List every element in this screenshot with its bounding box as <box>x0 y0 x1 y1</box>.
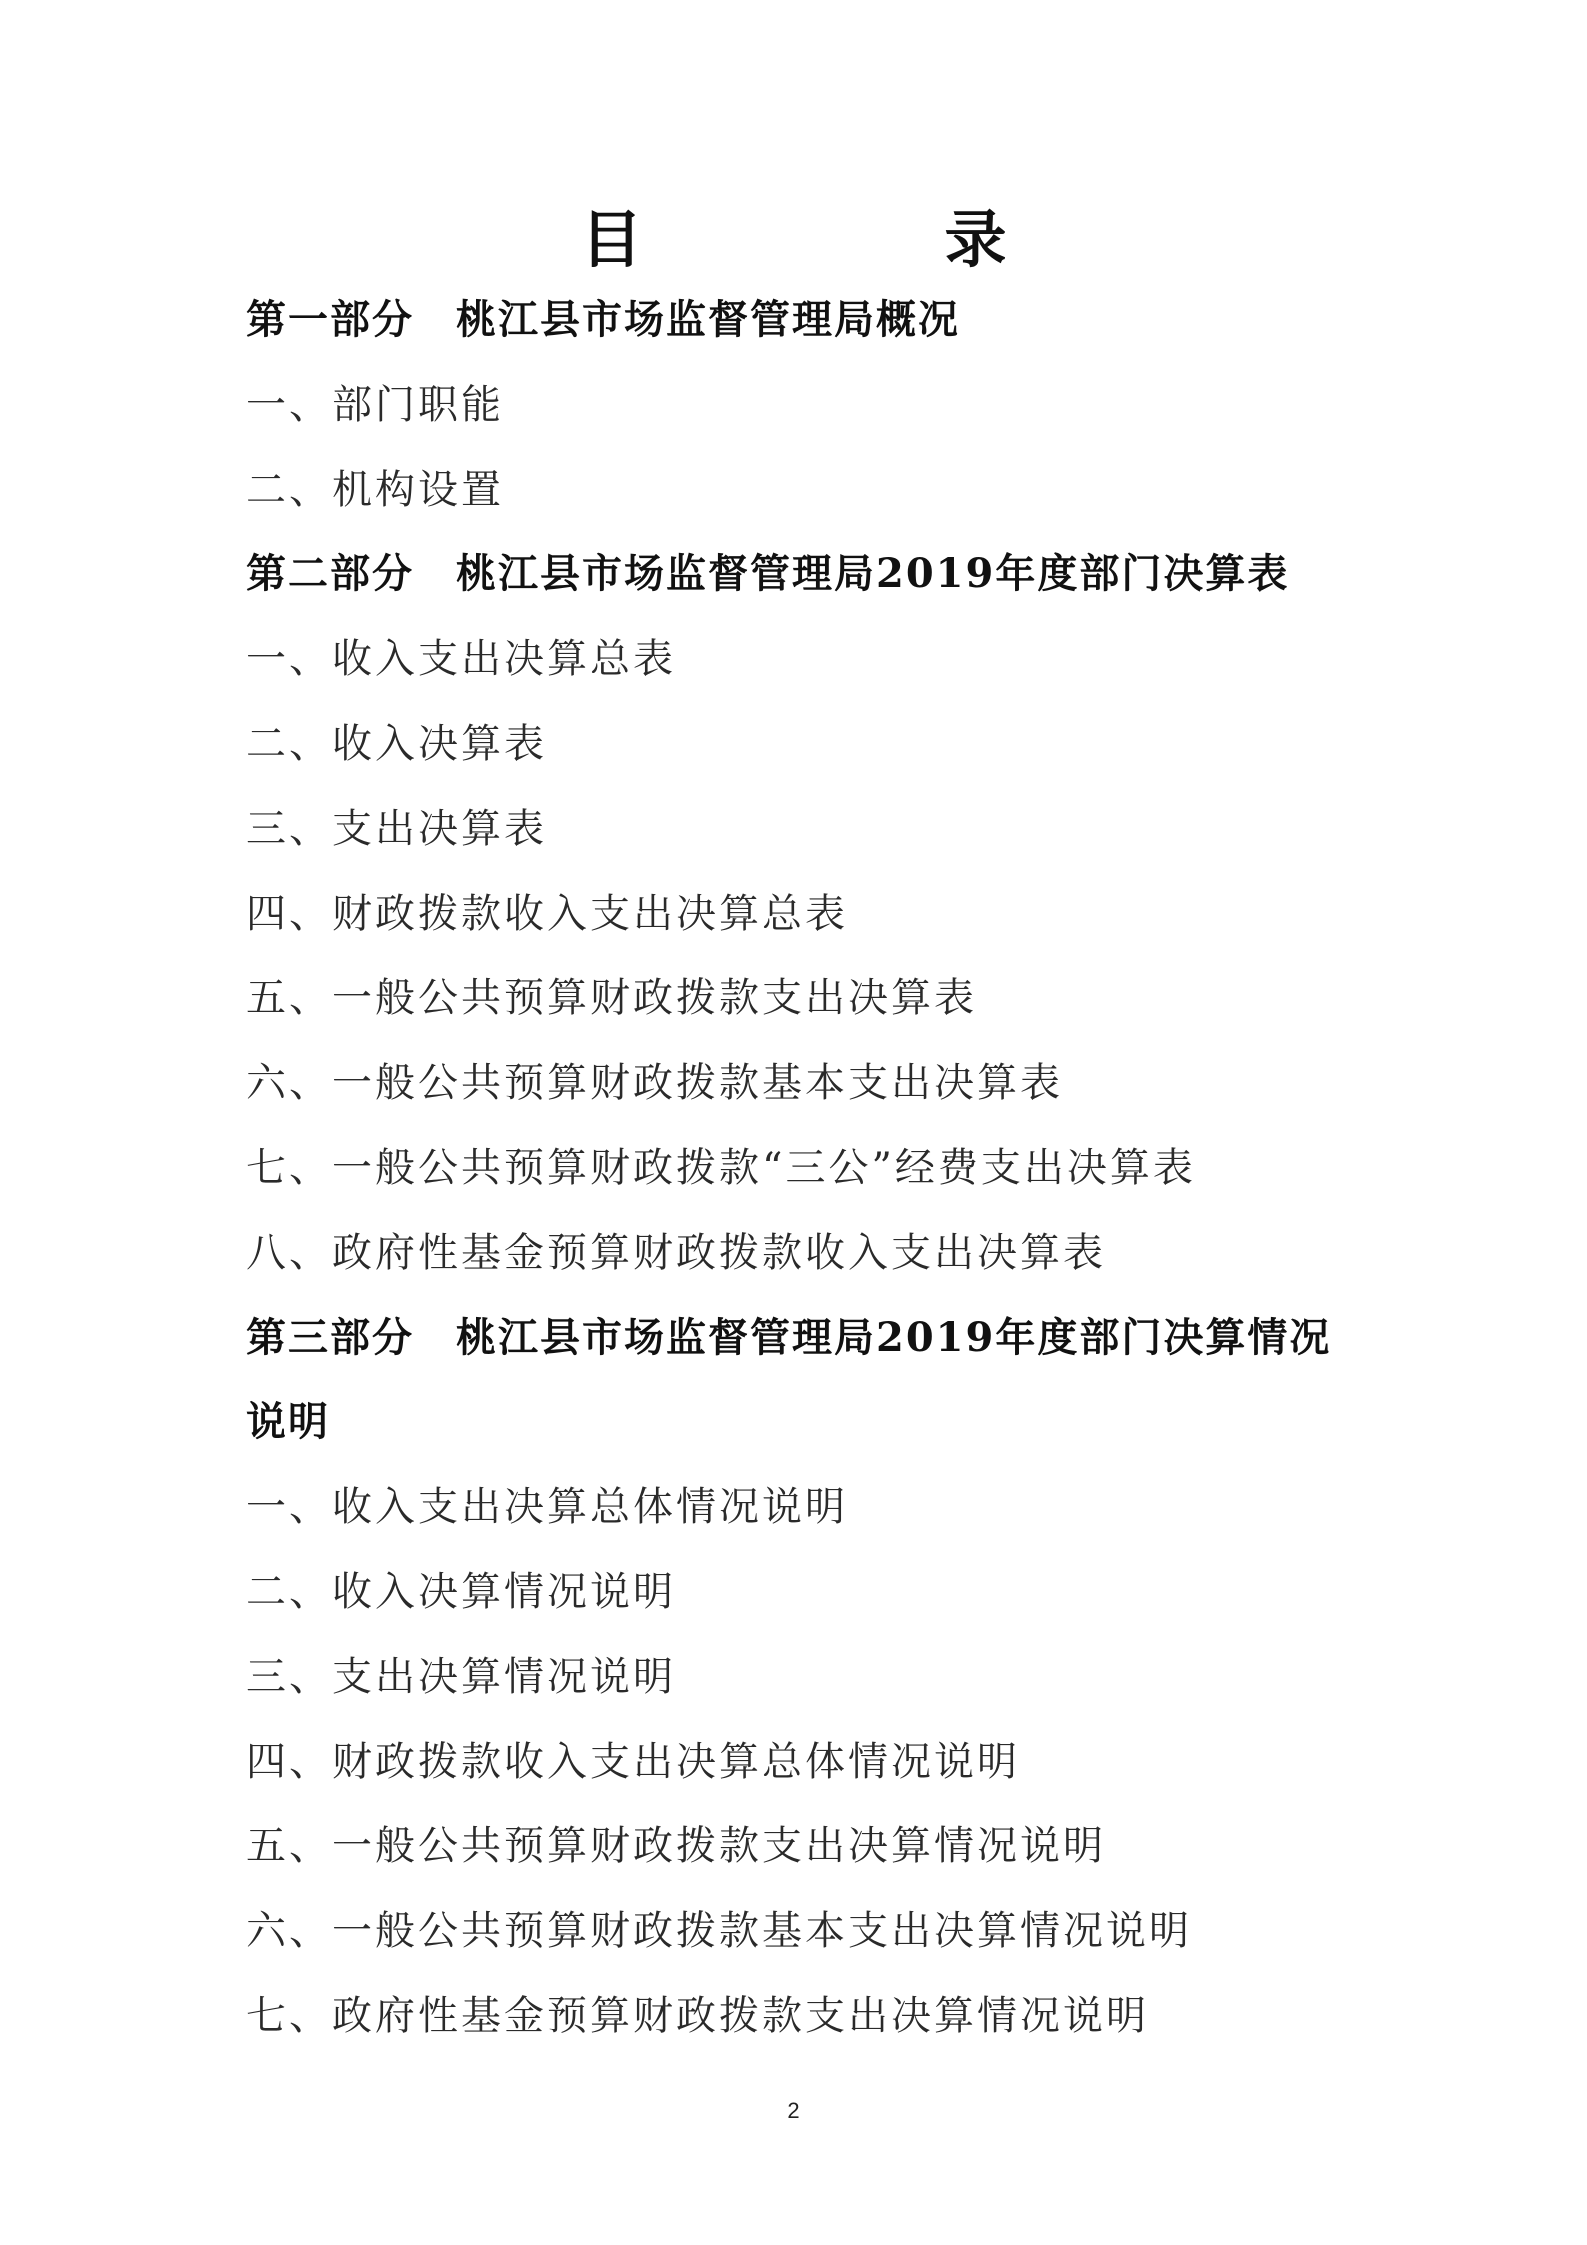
toc-part-heading: 第三部分 桃江县市场监督管理局2019年度部门决算情况 <box>246 1313 1332 1361</box>
toc-item: 五、一般公共预算财政拨款支出决算情况说明 <box>246 1823 1106 1870</box>
toc-item: 七、一般公共预算财政拨款“三公”经费支出决算表 <box>246 1144 1196 1191</box>
toc-item: 三、支出决算表 <box>246 805 547 852</box>
table-of-contents <box>246 278 1396 2059</box>
toc-item: 三、支出决算情况说明 <box>246 1653 676 1700</box>
page-number: 2 <box>787 2098 800 2123</box>
toc-item: 八、政府性基金预算财政拨款收入支出决算表 <box>246 1229 1106 1276</box>
toc-item: 四、财政拨款收入支出决算总体情况说明 <box>246 1738 1020 1785</box>
toc-item: 四、财政拨款收入支出决算总表 <box>246 890 848 937</box>
toc-part-heading: 第二部分 桃江县市场监督管理局2019年度部门决算表 <box>246 550 1290 598</box>
toc-item: 二、收入决算情况说明 <box>246 1568 676 1615</box>
toc-item: 五、一般公共预算财政拨款支出决算表 <box>246 975 977 1022</box>
toc-item: 一、收入支出决算总表 <box>246 636 676 683</box>
toc-item: 二、机构设置 <box>246 466 504 513</box>
toc-part-heading: 第一部分 桃江县市场监督管理局概况 <box>246 296 960 343</box>
toc-item: 六、一般公共预算财政拨款基本支出决算表 <box>246 1060 1063 1107</box>
page-title: 目 录 <box>580 203 1127 276</box>
toc-part-heading: 说明 <box>246 1398 330 1446</box>
toc-item: 六、一般公共预算财政拨款基本支出决算情况说明 <box>246 1908 1192 1955</box>
toc-item: 七、政府性基金预算财政拨款支出决算情况说明 <box>246 1992 1149 2039</box>
toc-item: 一、部门职能 <box>246 381 504 428</box>
toc-item: 二、收入决算表 <box>246 720 547 767</box>
toc-item: 一、收入支出决算总体情况说明 <box>246 1484 848 1531</box>
